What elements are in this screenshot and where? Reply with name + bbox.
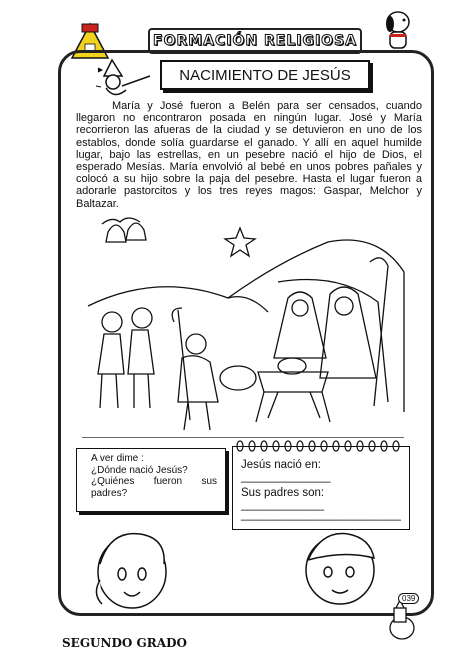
answer-line-birthplace[interactable]: Jesús nació en: ______________: [241, 459, 331, 483]
page-number: 039: [398, 593, 419, 604]
title-box: [160, 60, 370, 90]
answer-line-parents[interactable]: Sus padres son: _____________: [241, 487, 325, 511]
nativity-scene-illustration: [78, 202, 408, 438]
wizard-character-icon: [92, 56, 156, 102]
question-2-end: padres?: [91, 487, 128, 499]
story-paragraph: [76, 100, 422, 210]
grade-label: SEGUNDO GRADO: [62, 636, 187, 650]
manger-figure: [256, 358, 330, 422]
questions-box: [76, 448, 226, 512]
snoopy-icon: [378, 6, 418, 52]
shepherd-figure: [172, 308, 218, 430]
pig-mascot-icon: [386, 598, 420, 642]
girl-face-icon: [96, 534, 166, 608]
story-text: María y José fueron a Belén para ser censados, cuando llegaron no encontraron posada en ningún lugar. José y María recorrieron las afueras de la ciudad y se detuvieron en uno de los establos, donde solía guardarse el ganado. Y allí en aquel humilde lugar, bajo las estrellas, en un pesebre nació el hijo de Dios, el esperado Mesías. María envolvió al bebé en unos pobres pañales y colocó a su hijo sobre la paja del pesebre. Hasta el lugar fueron a adorarle pastorcitos y los tres reyes magos: Gaspar, Melchor y Baltazar.: [76, 100, 422, 210]
question-2-word-1: ¿Quiénes: [91, 476, 135, 487]
bells-icon: [102, 218, 146, 242]
questions-heading: A ver dime :: [91, 453, 144, 464]
mary-figure: [274, 292, 326, 358]
boy-face-icon: [306, 534, 374, 604]
children-faces-illustration: [90, 520, 390, 616]
children-figures: [98, 308, 154, 408]
page-title: NACIMIENTO DE JESÚS: [179, 66, 351, 84]
subject-banner-text: FORMACIÓN RELIGIOSA: [153, 33, 357, 49]
question-2-word-2: fueron: [153, 476, 183, 487]
question-1: ¿Dónde nació Jesús?: [91, 464, 188, 476]
notebook-spiral-icon: [232, 440, 408, 452]
sheep-figure: [220, 366, 256, 390]
answer-notebook: [232, 446, 410, 530]
answer-line-extra[interactable]: _________________________: [241, 509, 401, 521]
star-icon: [225, 228, 255, 256]
joseph-figure: [320, 258, 388, 406]
question-2-word-3: sus: [201, 476, 217, 487]
question-2: [77, 476, 225, 488]
